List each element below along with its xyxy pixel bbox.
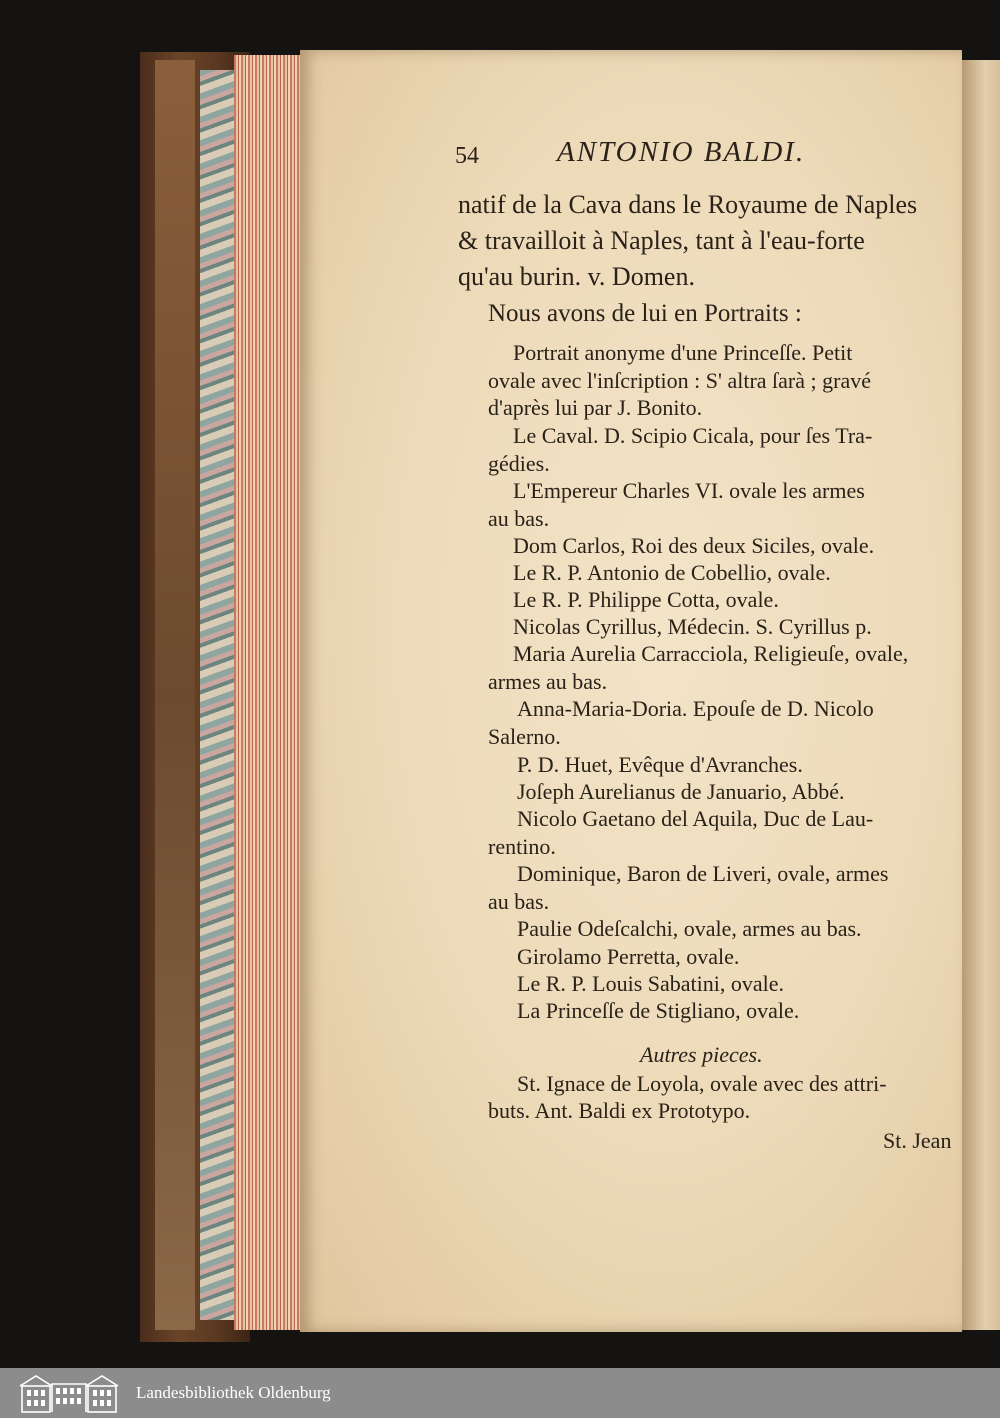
section-heading: Nous avons de lui en Portraits : bbox=[488, 300, 802, 327]
page-edges bbox=[234, 55, 300, 1330]
subheading: Autres pieces. bbox=[640, 1042, 763, 1067]
entry-line: Salerno. bbox=[488, 724, 561, 749]
institution-name: Landesbibliothek Oldenburg bbox=[136, 1383, 331, 1402]
entry-line: L'Empereur Charles VI. ovale les armes bbox=[513, 478, 865, 503]
book-cover-leather bbox=[155, 60, 195, 1330]
entry-line: Joſeph Aurelianus de Januario, Abbé. bbox=[517, 779, 845, 804]
other-line: St. Ignace de Loyola, ovale avec des attri- bbox=[517, 1071, 887, 1096]
intro-line: & travailloit à Naples, tant à l'eau-forte bbox=[458, 226, 865, 255]
intro-line: natif de la Cava dans le Royaume de Naples bbox=[458, 190, 918, 219]
entry-line: P. D. Huet, Evêque d'Avranches. bbox=[517, 752, 803, 777]
entry-line: Girolamo Perretta, ovale. bbox=[517, 944, 740, 969]
marbled-endpaper bbox=[200, 70, 234, 1320]
entry-line: d'après lui par J. Bonito. bbox=[488, 395, 703, 420]
entry-line: gédies. bbox=[488, 451, 550, 476]
entry-line: Paulie Odeſcalchi, ovale, armes au bas. bbox=[517, 916, 862, 941]
page-number: 54 bbox=[455, 143, 479, 169]
entry-line: Le R. P. Antonio de Cobellio, ovale. bbox=[513, 560, 831, 585]
intro-line: qu'au burin. v. Domen. bbox=[458, 262, 695, 291]
library-building-icon bbox=[18, 1372, 120, 1414]
footer-bar bbox=[0, 1368, 1000, 1418]
other-line: buts. Ant. Baldi ex Prototypo. bbox=[488, 1098, 751, 1123]
entry-line: armes au bas. bbox=[488, 669, 608, 694]
running-title: ANTONIO BALDI. bbox=[557, 136, 806, 168]
entry-line: Maria Aurelia Carracciola, Religieuſe, ovale, bbox=[513, 641, 909, 666]
entry-line: Le R. P. Philippe Cotta, ovale. bbox=[513, 587, 779, 612]
entry-line: Dom Carlos, Roi des deux Siciles, ovale. bbox=[513, 533, 875, 558]
entry-line: Nicolas Cyrillus, Médecin. S. Cyrillus p. bbox=[513, 614, 872, 639]
entry-line: Le Caval. D. Scipio Cicala, pour ſes Tra- bbox=[513, 423, 873, 448]
entry-line: Anna-Maria-Doria. Epouſe de D. Nicolo bbox=[517, 696, 874, 721]
entry-line: La Princeſſe de Stigliano, ovale. bbox=[517, 998, 800, 1023]
entry-line: ovale avec l'inſcription : S' altra ſarà ; gravé bbox=[488, 368, 871, 393]
facing-page-edge bbox=[962, 60, 1000, 1330]
entry-line: au bas. bbox=[488, 889, 550, 914]
entry-line: Nicolo Gaetano del Aquila, Duc de Lau- bbox=[517, 806, 874, 831]
entry-line: au bas. bbox=[488, 506, 550, 531]
entry-line: Dominique, Baron de Liveri, ovale, armes bbox=[517, 861, 889, 886]
entry-line: rentino. bbox=[488, 834, 556, 859]
entry-line: Le R. P. Louis Sabatini, ovale. bbox=[517, 971, 785, 996]
catchword: St. Jean bbox=[883, 1128, 952, 1153]
entry-line: Portrait anonyme d'une Princeſſe. Petit bbox=[513, 340, 853, 365]
